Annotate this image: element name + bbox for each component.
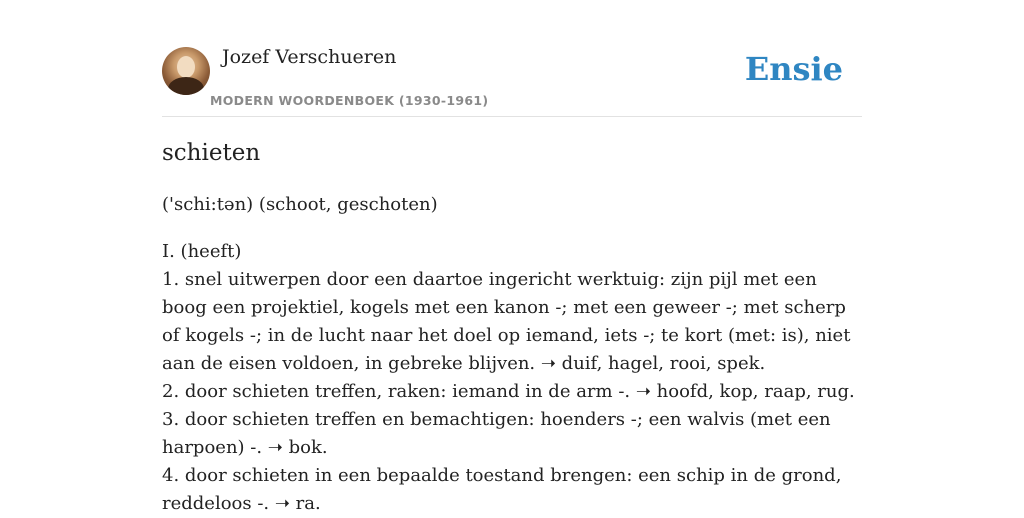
definition-item: 1. snel uitwerpen door een daartoe ingericht werktuig: zijn pijl met een boog een projektiel, kogels met een kanon -; met een geweer -; met scherp of kogels -; in de lucht naar het doel op iemand, iets -; te kort (met: is), niet aan de eisen voldoen, in gebreke blijven. ➝ duif, hagel, rooi, spek. [162,269,851,374]
definitions [162,238,862,518]
definition-item: 4. door schieten in een bepaalde toestand brengen: een schip in de grond, reddeloos -. ➝ ra. [162,465,842,514]
entry-word: schieten [162,140,261,166]
entry-pronunciation: ('schi:tən) (schoot, geschoten) [162,194,438,215]
author-name[interactable]: Jozef Verschueren [222,46,397,68]
avatar-head [177,56,195,78]
definition-section: I. (heeft) [162,241,242,262]
header [162,0,862,117]
site-logo[interactable]: Ensie [744,50,843,88]
author-avatar[interactable] [162,47,210,95]
definition-item: 2. door schieten treffen, raken: iemand in de arm -. ➝ hoofd, kop, raap, rug. [162,381,855,402]
dictionary-source[interactable]: MODERN WOORDENBOEK (1930-1961) [210,93,489,108]
avatar-body [168,77,204,95]
page [162,0,862,514]
definition-item: 3. door schieten treffen en bemachtigen: hoenders -; een walvis (met een harpoen) -. ➝ bok. [162,409,831,458]
